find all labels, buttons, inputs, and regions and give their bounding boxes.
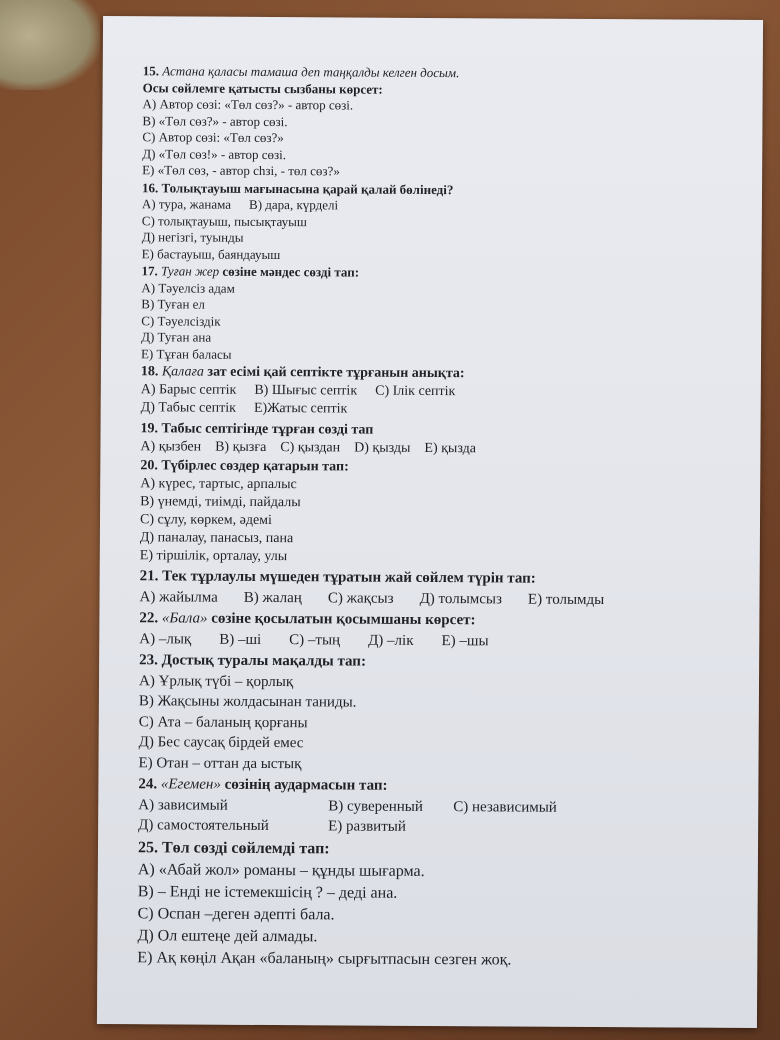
option: В) Жақсыны жолдасынан таниды.	[138, 693, 357, 711]
question-24-number: 24.	[138, 776, 158, 793]
test-content	[137, 62, 743, 972]
question-15-title: Осы сөйлемге қатысты сызбаны көрсет:	[142, 79, 383, 97]
question-23	[138, 650, 739, 777]
option: С) қыздан	[280, 440, 341, 456]
option: В) Шығыс септік	[254, 382, 358, 399]
option: Д) «Төл сөз!» - автор сөзі.	[142, 145, 287, 162]
option: С) –тың	[289, 631, 341, 648]
option: С) сұлу, көркем, әдемі	[139, 512, 272, 529]
option: Д) паналау, панасыз, пана	[139, 530, 294, 547]
option: Е) бастауыш, баяндауыш	[141, 245, 281, 262]
option: Д) негізгі, туынды	[141, 229, 244, 245]
question-25	[137, 837, 738, 973]
option: Д) Бес саусақ бірдей емес	[138, 734, 304, 752]
option: В) жалаң	[243, 589, 302, 606]
question-19-title: 19. Табыс септігінде тұрған сөзді тап	[140, 421, 374, 438]
question-18-title: зат есімі қай септікте тұрғанын анықта:	[207, 364, 465, 382]
option: А) Барыс септік	[140, 382, 237, 398]
option: Е) толымды	[527, 591, 605, 608]
option: Д) Ол ештеңе дей алмады.	[137, 926, 318, 945]
question-24	[138, 774, 738, 839]
question-24-title: сөзінің аудармасын тап:	[224, 776, 388, 794]
option: В) –ші	[219, 631, 262, 648]
option: D) қызды	[354, 440, 411, 456]
paper-sheet	[97, 16, 763, 1028]
question-24-word: «Егемен»	[160, 776, 221, 793]
option: Д) Табыс септік	[140, 400, 237, 416]
option: С) Тәуелсіздік	[141, 312, 221, 329]
option: А) жайылма	[139, 588, 218, 606]
option: С) независимый	[453, 798, 557, 816]
question-25-title: 25. Төл сөзді сөйлемді тап:	[137, 838, 330, 857]
option: А) –лық	[139, 630, 192, 648]
question-15-sentence: Астана қаласы тамаша деп таңқалды келген досым.	[162, 63, 460, 81]
question-18	[141, 363, 741, 421]
question-18-word: Қалаға	[161, 364, 205, 380]
question-15-number: 15.	[142, 63, 160, 79]
option: В) суверенный	[328, 797, 423, 815]
option: С) Оспан –деген әдепті бала.	[137, 904, 335, 923]
option: А) зависимый	[138, 796, 228, 814]
option: Е) Отан – оттан да ыстық	[138, 754, 302, 772]
option: С) Ата – баланың қорғаны	[138, 713, 308, 731]
option: Д) Туған ана	[141, 329, 212, 345]
option: В) «Төл сөз?» - автор сөзі.	[142, 112, 288, 129]
option: А) «Абай жол» романы – құнды шығарма.	[137, 860, 425, 880]
question-15	[142, 63, 743, 182]
option: В) дара, күрделі	[249, 196, 339, 213]
option: Е) развитый	[328, 818, 406, 835]
option: Д) самостоятельный	[138, 817, 269, 835]
option: Д) толымсыз	[419, 590, 503, 607]
question-22-title: сөзіне қосылатын қосымшаны көрсет:	[211, 610, 476, 629]
option: А) тура, жанама	[141, 196, 232, 212]
option: В) Туған ел	[141, 296, 205, 312]
question-22	[139, 608, 739, 653]
question-16	[142, 180, 742, 266]
option: Е)Жатыс септік	[253, 400, 348, 417]
option: С) Ілік септік	[375, 383, 456, 400]
question-16-title: 16. Толықтауыш мағынасына қарай қалай бөлінеді?	[141, 179, 454, 197]
option: Е) «Төл сөз, - автор сhзі, - төл сөз?»	[142, 162, 340, 179]
option: А) Автор сөзі: «Төл сөз?» - автор сөзі.	[142, 96, 354, 113]
question-20-title: 20. Түбірлес сөздер қатарын тап:	[140, 458, 349, 475]
question-22-number: 22.	[139, 610, 159, 627]
question-17-title: сөзіне мәндес сөзді тап:	[222, 263, 360, 280]
option: Е) –шы	[441, 632, 489, 649]
question-21	[139, 566, 739, 611]
option: С) жақсыз	[327, 589, 394, 607]
option: В) – Енді не істемекшісің ? – деді ана.	[137, 882, 398, 902]
option: В) қызға	[215, 439, 267, 455]
question-19	[140, 420, 740, 460]
question-17-number: 17.	[141, 263, 158, 279]
option: Д) –лік	[368, 632, 414, 649]
option: С) толықтауыш, пысықтауыш	[141, 212, 307, 229]
question-17-phrase: Туған жер	[160, 263, 220, 279]
question-20	[140, 457, 741, 569]
question-23-title: 23. Достық туралы мақалды тап:	[139, 652, 367, 670]
question-21-title: 21. Тек тұрлаулы мүшеден тұратын жай сөйлем түрін тап:	[139, 568, 536, 587]
option: А) қызбен	[140, 439, 202, 455]
option: Е) тіршілік, орталау, улы	[139, 548, 288, 565]
option: Е) қызда	[424, 440, 477, 457]
question-22-word: «Бала»	[161, 610, 208, 627]
option: С) Автор сөзі: «Төл сөз?»	[142, 129, 284, 146]
question-18-number: 18.	[140, 364, 159, 380]
option: Е) Тұған баласы	[140, 345, 232, 362]
option: Е) Ақ көңіл Ақан «баланың» сырғытпасын сезген жоқ.	[137, 948, 512, 969]
question-17	[141, 263, 742, 366]
option: А) Тәуелсіз адам	[141, 279, 235, 296]
table-object	[0, 0, 100, 90]
option: А) Ұрлық түбі – қорлық	[138, 672, 294, 690]
option: В) үнемді, тиімді, пайдалы	[140, 494, 301, 511]
option: А) күрес, тартыс, арпалыс	[140, 476, 297, 493]
